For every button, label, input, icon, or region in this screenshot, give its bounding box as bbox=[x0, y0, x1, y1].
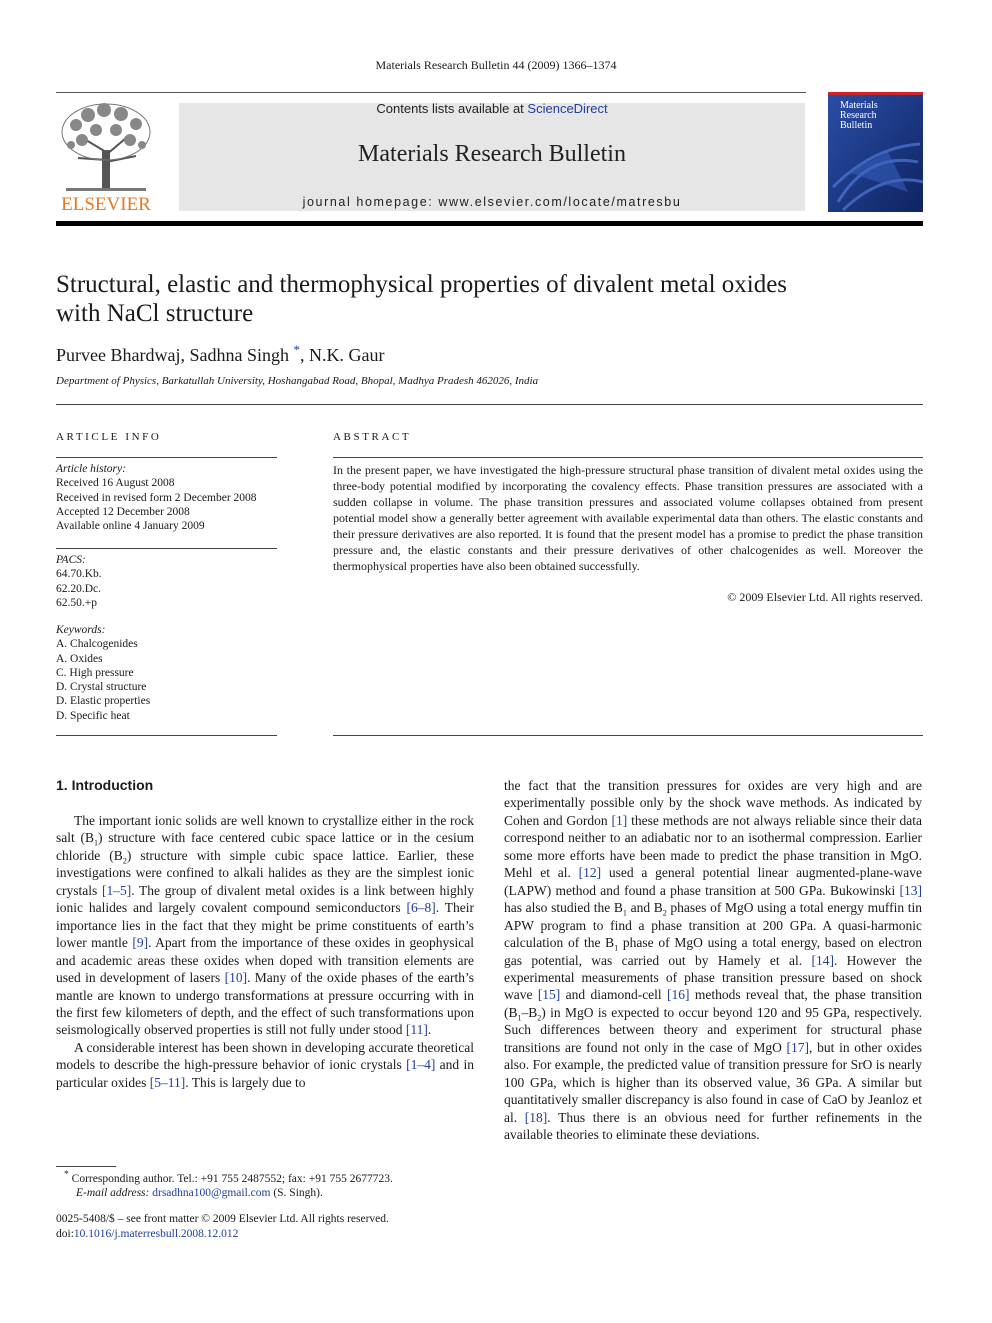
contents-line bbox=[179, 103, 805, 118]
citation-link[interactable]: [1–4] bbox=[406, 1057, 436, 1073]
keywords-label: Keywords: bbox=[56, 624, 106, 636]
footnote-contact: Corresponding author. Tel.: +91 755 2487552; fax: +91 755 2677723. bbox=[68, 1172, 393, 1185]
citation-link[interactable]: [5–11] bbox=[149, 1074, 186, 1090]
authors-part-1: Purvee Bhardwaj, Sadhna Singh bbox=[56, 345, 289, 365]
keyword-item: A. Chalcogenides bbox=[56, 638, 138, 651]
doi-label: doi: bbox=[56, 1228, 74, 1240]
header-top-rule bbox=[56, 92, 806, 93]
journal-homepage[interactable]: journal homepage: www.elsevier.com/locate/matresbu bbox=[302, 195, 682, 209]
citation-link[interactable]: [17] bbox=[786, 1039, 810, 1055]
doi-link[interactable]: 10.1016/j.materresbull.2008.12.012 bbox=[73, 1228, 239, 1240]
pacs-block bbox=[56, 553, 281, 610]
journal-cover-image bbox=[828, 92, 923, 212]
history-label: Article history: bbox=[56, 463, 126, 475]
abstract-bottom-rule bbox=[333, 735, 923, 736]
tree-icon bbox=[56, 100, 156, 214]
pacs-item: 62.50.+p bbox=[56, 596, 97, 609]
citation-link[interactable]: [1] bbox=[611, 812, 628, 828]
cover-title-line2: Research bbox=[840, 110, 877, 121]
citation-link[interactable]: [6–8] bbox=[406, 900, 436, 916]
footnote-rule bbox=[56, 1166, 116, 1167]
article-title: Structural, elastic and thermophysical properties of divalent metal oxides with NaCl structure bbox=[56, 271, 788, 327]
citation-link[interactable]: [1–5] bbox=[101, 882, 132, 898]
section-heading-introduction: 1. Introduction bbox=[56, 777, 154, 793]
abstract-heading: ABSTRACT bbox=[333, 431, 412, 443]
citation-link[interactable]: [18] bbox=[524, 1109, 548, 1125]
elsevier-wordmark: ELSEVIER bbox=[61, 194, 151, 214]
footnote-star: * bbox=[64, 1169, 69, 1180]
keyword-item: A. Oxides bbox=[56, 652, 103, 665]
intro-paragraph-continued: the fact that the transition pressures for oxides are very high and are experimentally possible only by the shock wave methods. As indicated by Cohen and Gordon [1] these methods are not always reliable since their data correspond neither to an adiabatic nor to an isothermal compression. Earlier some more efforts have been made to predict the phase transition in MgO. Mehl et al. [12] used a general potential linear augmented-plane-wave (LAPW) method and found a phase transition at 500 GPa. Bukowinski [13] has also studied the $B_1$ and $B_2$ phases of MgO using a total energy muffin tin APW program to find a phase transition at 200 GPa. A quasi-harmonic calculation of the $B_1$ phase of MgO using a total energy, based on electron gas potential, was carried out by Hamely et al. [14]. However the experimental measurements of phase transition pressure based on shock wave [15] and diamond-cell [16] methods reveal that, the phase transition $(B_1-B_2)$ in MgO is expected to occur beyond 120 and 95 GPa, respectively. Such differences between theory and experiment for structural phase transitions are found not only in the case of MgO [17], but in other oxides also. For example, the predicted value of transition pressure for SrO is nearly 100 GPa, which is higher than its observed value, 36 GPa. A similar but quantitatively smaller discrepancy is also found in case of CaO by Jeanloz et al. [18]. Thus there is an obvious need for further refinements in the available theories to eliminate these deviations. bbox=[504, 778, 923, 1143]
cover-title-line1: Materials bbox=[840, 100, 878, 111]
body-column-right bbox=[504, 777, 922, 1144]
abstract-rule bbox=[333, 457, 923, 458]
citation-link[interactable]: [12] bbox=[578, 865, 602, 881]
keyword-item: D. Specific heat bbox=[56, 709, 130, 722]
history-item: Available online 4 January 2009 bbox=[56, 520, 205, 533]
corresponding-author-footnote bbox=[56, 1168, 496, 1201]
journal-header-box bbox=[179, 103, 805, 211]
contents-prefix: Contents lists available at bbox=[376, 101, 524, 116]
journal-title: Materials Research Bulletin bbox=[358, 141, 626, 167]
authors-part-2: , N.K. Gaur bbox=[299, 345, 385, 365]
corresponding-author-mark[interactable]: * bbox=[293, 342, 300, 357]
history-item: Received in revised form 2 December 2008 bbox=[56, 491, 257, 504]
cover-title-line3: Bulletin bbox=[840, 120, 873, 131]
history-item: Received 16 August 2008 bbox=[56, 477, 175, 490]
front-matter-info bbox=[56, 1212, 389, 1242]
keywords-block bbox=[56, 623, 281, 723]
citation-link[interactable]: [10] bbox=[224, 970, 248, 986]
article-history bbox=[56, 462, 281, 533]
abstract-text: In the present paper, we have investigated the high-pressure structural phase transition of divalent metal oxides using the three-body potential modified by incorporating the covalency effects. Phase transition pressures are associated with a sudden collapse in volume. The phase transition pressures and associated volume collapses obtained from present potential model show a generally better agreement with available experimental data than others. The elastic constants and their pressure derivatives are also reported. It is found that the present model has a promise to predict the phase transition pressure and, the elastic constants and their pressure derivatives of other chalcogenides as well. Moreover the thermophysical properties have also been obtained successfully. bbox=[333, 463, 923, 573]
citation-link[interactable]: [15] bbox=[537, 987, 561, 1003]
email-link[interactable]: drsadhna100@gmail.com bbox=[152, 1187, 271, 1200]
intro-paragraph-2: A considerable interest has been shown in developing accurate theoretical models to describe the high-pressure behavior of ionic crystals [1–4] and in particular oxides [5–11]. This is largely due to bbox=[56, 1039, 474, 1090]
article-info-bottom-rule bbox=[56, 735, 277, 736]
author-list bbox=[56, 342, 384, 366]
pacs-rule bbox=[56, 548, 277, 549]
header-thick-rule bbox=[56, 221, 923, 226]
keyword-item: D. Elastic properties bbox=[56, 695, 151, 708]
email-suffix: (S. Singh). bbox=[270, 1187, 323, 1200]
title-block-rule bbox=[56, 404, 923, 405]
intro-paragraph-1: The important ionic solids are well known to crystallize either in the rock salt $(B_1)$ structure with face centered cubic space lattice or in the cesium chloride $(B_2)$ structure with simple cubic space lattice. Earlier, these investigations were confined to alkali halides as they are the simplest ionic crystals [1–5]. The group of divalent metal oxides is a link between highly ionic halides and largely covalent compound semiconductors [6–8]. Their importance lies in the fact that they might be prime constituents of earth’s lower mantle [9]. Apart from the importance of these oxides in geophysical and academic areas these oxides when doped with transition elements are used in development of lasers [10]. Many of the oxide phases of the earth’s mantle are known to undergo transformations at pressure occurring with in the first few kilometers of depth, and the effect of such transformations upon seismologically observed properties is still not fully under stood [11]. bbox=[56, 813, 474, 1038]
citation-link[interactable]: [16] bbox=[667, 987, 690, 1003]
body-column-left bbox=[56, 812, 474, 1091]
keyword-item: C. High pressure bbox=[56, 666, 134, 679]
citation-link[interactable]: [11] bbox=[405, 1022, 428, 1038]
article-info-rule bbox=[56, 457, 277, 458]
sciencedirect-link[interactable]: ScienceDirect bbox=[527, 101, 608, 116]
issn-line: 0025-5408/$ – see front matter © 2009 Elsevier Ltd. All rights reserved. bbox=[56, 1213, 389, 1225]
email-label: E-mail address: bbox=[76, 1187, 150, 1200]
citation-link[interactable]: [13] bbox=[899, 882, 922, 898]
pacs-item: 62.20.Dc. bbox=[56, 582, 102, 595]
journal-reference: Materials Research Bulletin 44 (2009) 1366–1374 bbox=[375, 58, 617, 72]
citation-link[interactable]: [14] bbox=[811, 952, 834, 968]
history-item: Accepted 12 December 2008 bbox=[56, 505, 190, 518]
affiliation: Department of Physics, Barkatullah University, Hoshangabad Road, Bhopal, Madhya Pradesh 462026, India bbox=[56, 375, 539, 387]
article-info-heading: ARTICLE INFO bbox=[56, 431, 162, 443]
pacs-label: PACS: bbox=[56, 554, 86, 566]
elsevier-logo bbox=[56, 100, 156, 214]
keyword-item: D. Crystal structure bbox=[56, 681, 147, 694]
abstract-copyright: © 2009 Elsevier Ltd. All rights reserved. bbox=[727, 590, 923, 604]
pacs-item: 64.70.Kb. bbox=[56, 568, 102, 581]
citation-link[interactable]: [9] bbox=[132, 935, 149, 951]
